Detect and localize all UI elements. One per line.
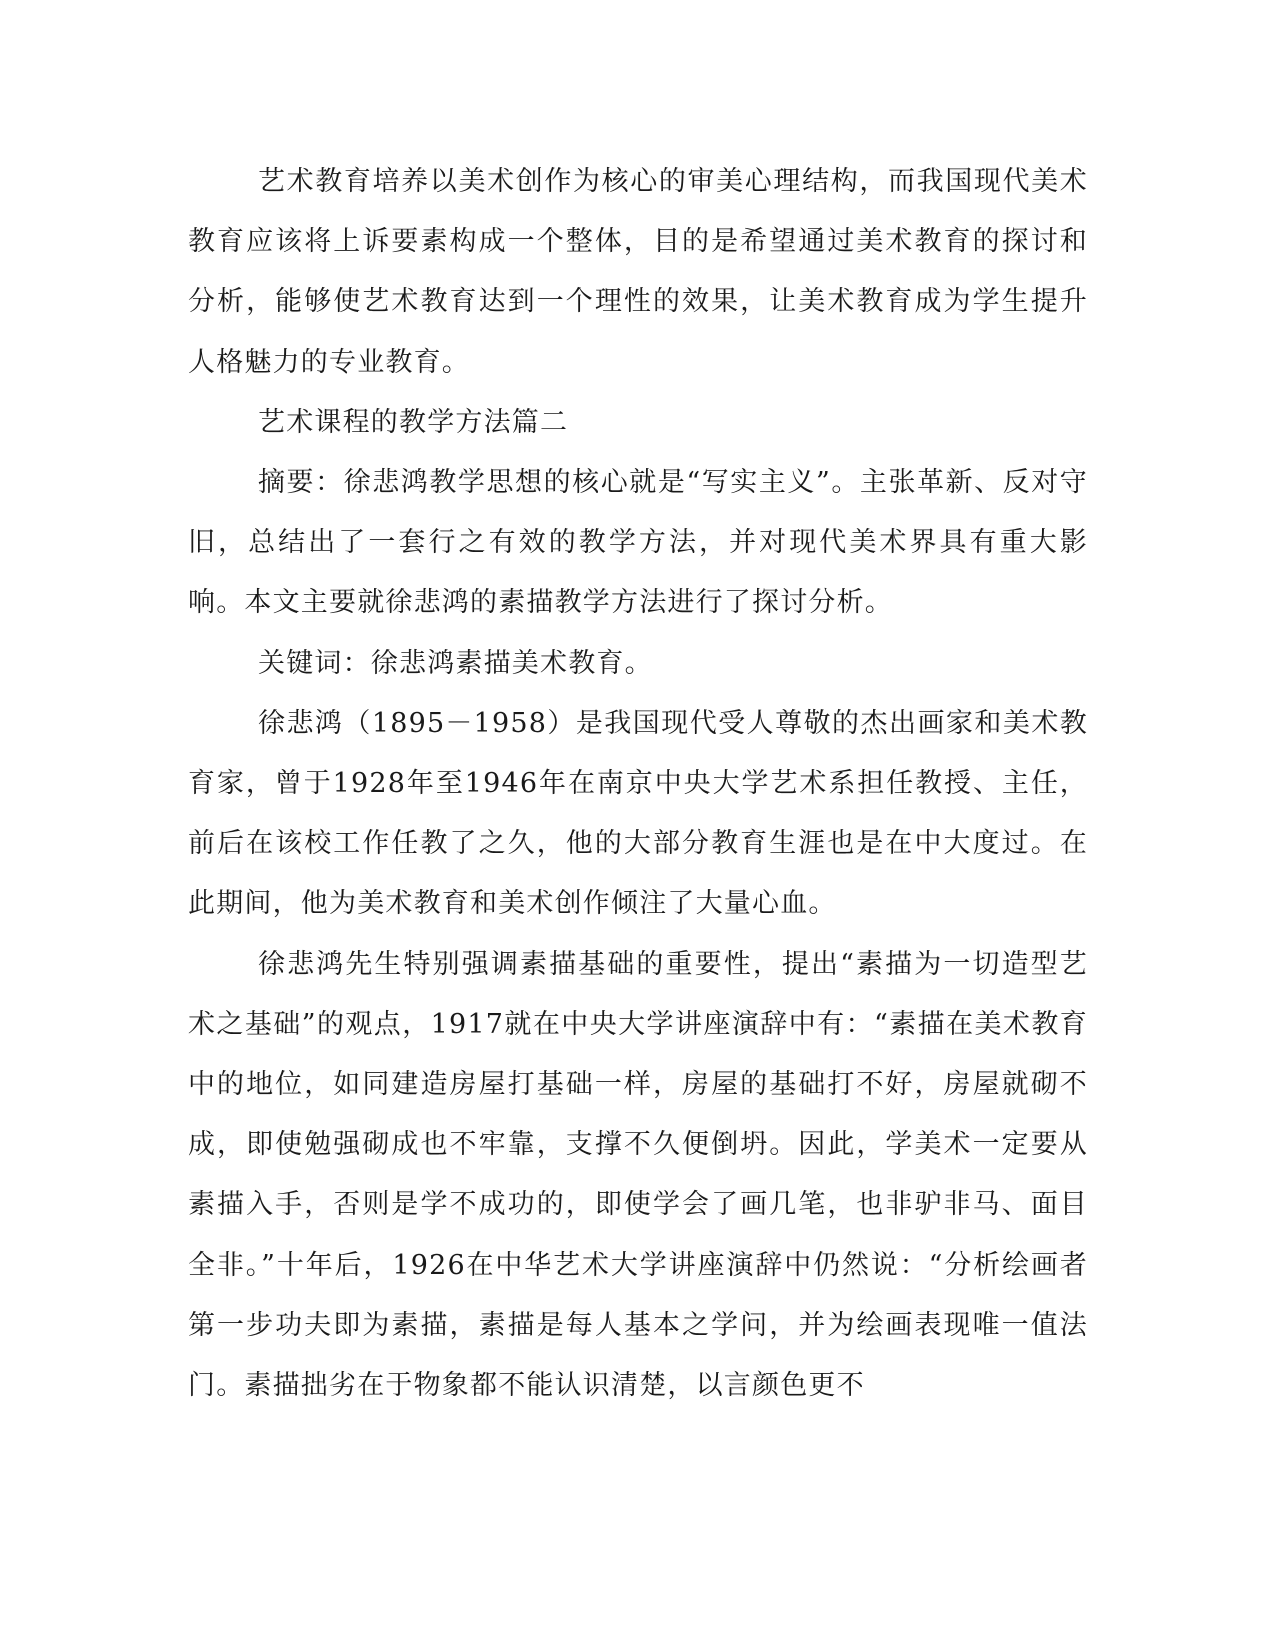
abstract-paragraph: 摘要：徐悲鸿教学思想的核心就是“写实主义”。主张革新、反对守旧，总结出了一套行之有效的教学方法，并对现代美术界具有重大影响。本文主要就徐悲鸿的素描教学方法进行了探讨分析。: [188, 467, 1088, 619]
body-paragraph: 徐悲鸿（1895－1958）是我国现代受人尊敬的杰出画家和美术教育家，曾于1928年至1946年在南京中央大学艺术系担任教授、主任，前后在该校工作任教了之久，他的大部分教育生涯也是在中大度过。在此期间，他为美术教育和美术创作倾注了大量心血。: [188, 707, 1088, 920]
document-page: [188, 152, 1088, 1416]
body-paragraph: 艺术教育培养以美术创作为核心的审美心理结构，而我国现代美术教育应该将上诉要素构成一个整体，目的是希望通过美术教育的探讨和分析，能够使艺术教育达到一个理性的效果，让美术教育成为学生提升人格魅力的专业教育。: [188, 166, 1088, 378]
keywords-paragraph: 关键词：徐悲鸿素描美术教育。: [258, 647, 653, 679]
body-paragraph: 徐悲鸿先生特别强调素描基础的重要性，提出“素描为一切造型艺术之基础”的观点，1917就在中央大学讲座演辞中有：“素描在美术教育中的地位，如同建造房屋打基础一样，房屋的基础打不好，房屋就砌不成，即使勉强砌成也不牢靠，支撑不久便倒坍。因此，学美术一定要从素描入手，否则是学不成功的，即使学会了画几笔，也非驴非马、面目全非。”十年后，1926在中华艺术大学讲座演辞中仍然说：“分析绘画者第一步功夫即为素描，素描是每人基本之学问，并为绘画表现唯一值法门。素描拙劣在于物象都不能认识清楚，以言颜色更不: [188, 948, 1088, 1402]
section-heading: 艺术课程的教学方法篇二: [258, 406, 569, 438]
